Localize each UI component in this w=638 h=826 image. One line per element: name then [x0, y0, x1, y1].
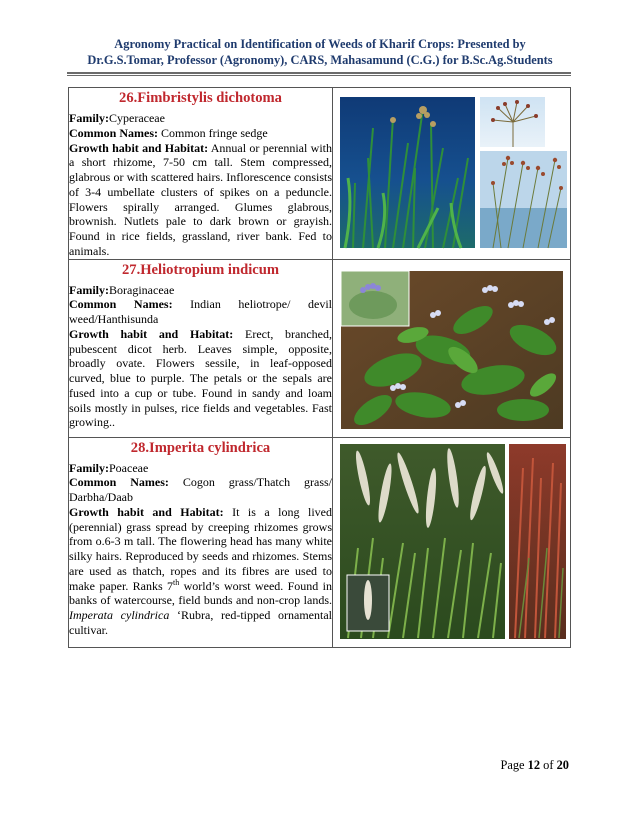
of-label: of [543, 758, 554, 772]
heliotropium-illustration [333, 260, 570, 436]
family-value: Cyperaceae [109, 111, 165, 125]
species-title: 28.Imperita cylindrica [130, 439, 271, 456]
species-title: 27.Heliotropium indicum [121, 261, 280, 278]
species-details [69, 283, 332, 431]
header-line-1: Agronomy Practical on Identification of Weeds of Kharif Crops: Presented by [114, 37, 526, 51]
fimbristylis-photo-collage [333, 88, 570, 254]
species-title: 26.Fimbristylis dichotoma [119, 90, 282, 106]
document-header [60, 36, 580, 68]
weed-image-cell [333, 88, 571, 260]
family-label: Family: [69, 460, 109, 475]
species-details [69, 111, 332, 259]
family-value: Boraginaceae [109, 282, 175, 297]
habit-value-part2: world’s worst weed. Found in banks of watercourse, field bunds and non-crop lands. [69, 578, 332, 608]
weed-image-cell [333, 437, 571, 647]
habit-value-part3: ‘Rubra, red-tipped ornamental cultivar. [69, 608, 332, 637]
imperata-illustration [333, 438, 570, 642]
heliotropium-photo-collage [333, 260, 570, 436]
family-value: Poaceae [109, 460, 149, 475]
common-names-label: Common Names: [69, 125, 158, 140]
common-names-label: Common Names: [69, 475, 169, 490]
common-names-value: Cogon grass/Thatch grass/ Darbha/Daab [69, 475, 332, 504]
page-number: 12 [527, 758, 541, 772]
header-rule [67, 72, 571, 74]
table-row-heliotropium [69, 259, 571, 437]
weed-image-cell [333, 259, 571, 437]
weeds-table [68, 87, 571, 648]
species-details [69, 461, 332, 638]
header-line-2: Dr.G.S.Tomar, Professor (Agronomy), CARS, Mahasamund (C.G.) for B.Sc.Ag.Students [87, 53, 553, 67]
page-label: Page [500, 758, 525, 772]
page-footer [500, 758, 569, 773]
habit-value: Annual or perennial with a short rhizome, 7-50 cm tall. Stem compressed, glabrous or with scattered hairs. Inflorescence consists of 3-4 umbellate clusters of spikes on a peduncle. Flowers spirally arranged. Glumes glabrous, brownish. Nutlets pale to dark brown or grayish. Found in rice fields, grassland, river bank. Fed to animals. [69, 140, 332, 258]
family-label: Family: [69, 111, 109, 125]
habit-species-italic: Imperata cylindrica [69, 608, 170, 622]
fimbristylis-illustration [333, 88, 570, 254]
common-names-label: Common Names: [69, 297, 173, 312]
imperata-photo-collage [333, 438, 570, 642]
habit-value: Erect, branched, pubescent dicot herb. Leaves simple, opposite, broadly ovate. Flowers sessile, in leaf-opposed curved, blue to purple. The petals or the sepals are fused into a cup or tube. Found in sandy and loam soils mostly in pulses, rice fields and vegetables. Fast growing.. [69, 326, 332, 430]
table-row-fimbristylis [69, 88, 571, 260]
family-label: Family: [69, 282, 109, 297]
habit-label: Growth habit and Habitat: [69, 326, 234, 341]
header-rule-thin [67, 75, 571, 76]
weed-description-cell [69, 88, 333, 260]
weed-description-cell [69, 259, 333, 437]
table-row-imperata [69, 437, 571, 647]
habit-label: Growth habit and Habitat: [69, 140, 209, 155]
total-pages: 20 [556, 758, 569, 772]
habit-superscript: th [173, 577, 180, 587]
habit-value-part1: It is a long lived (perennial) grass spread by creeping rhizomes grows from o.6-3 m tall. The flowering head has many white silky hairs. Reproduced by seeds and rhizomes. Stems are used as thatch, ropes and its fibres are used to make paper. Ranks 7 [69, 504, 332, 593]
habit-label: Growth habit and Habitat: [69, 504, 224, 519]
common-names-value: Common fringe sedge [161, 125, 268, 140]
common-names-value: Indian heliotrope/ devil weed/Hanthisunda [69, 297, 332, 326]
weed-description-cell [69, 437, 333, 647]
